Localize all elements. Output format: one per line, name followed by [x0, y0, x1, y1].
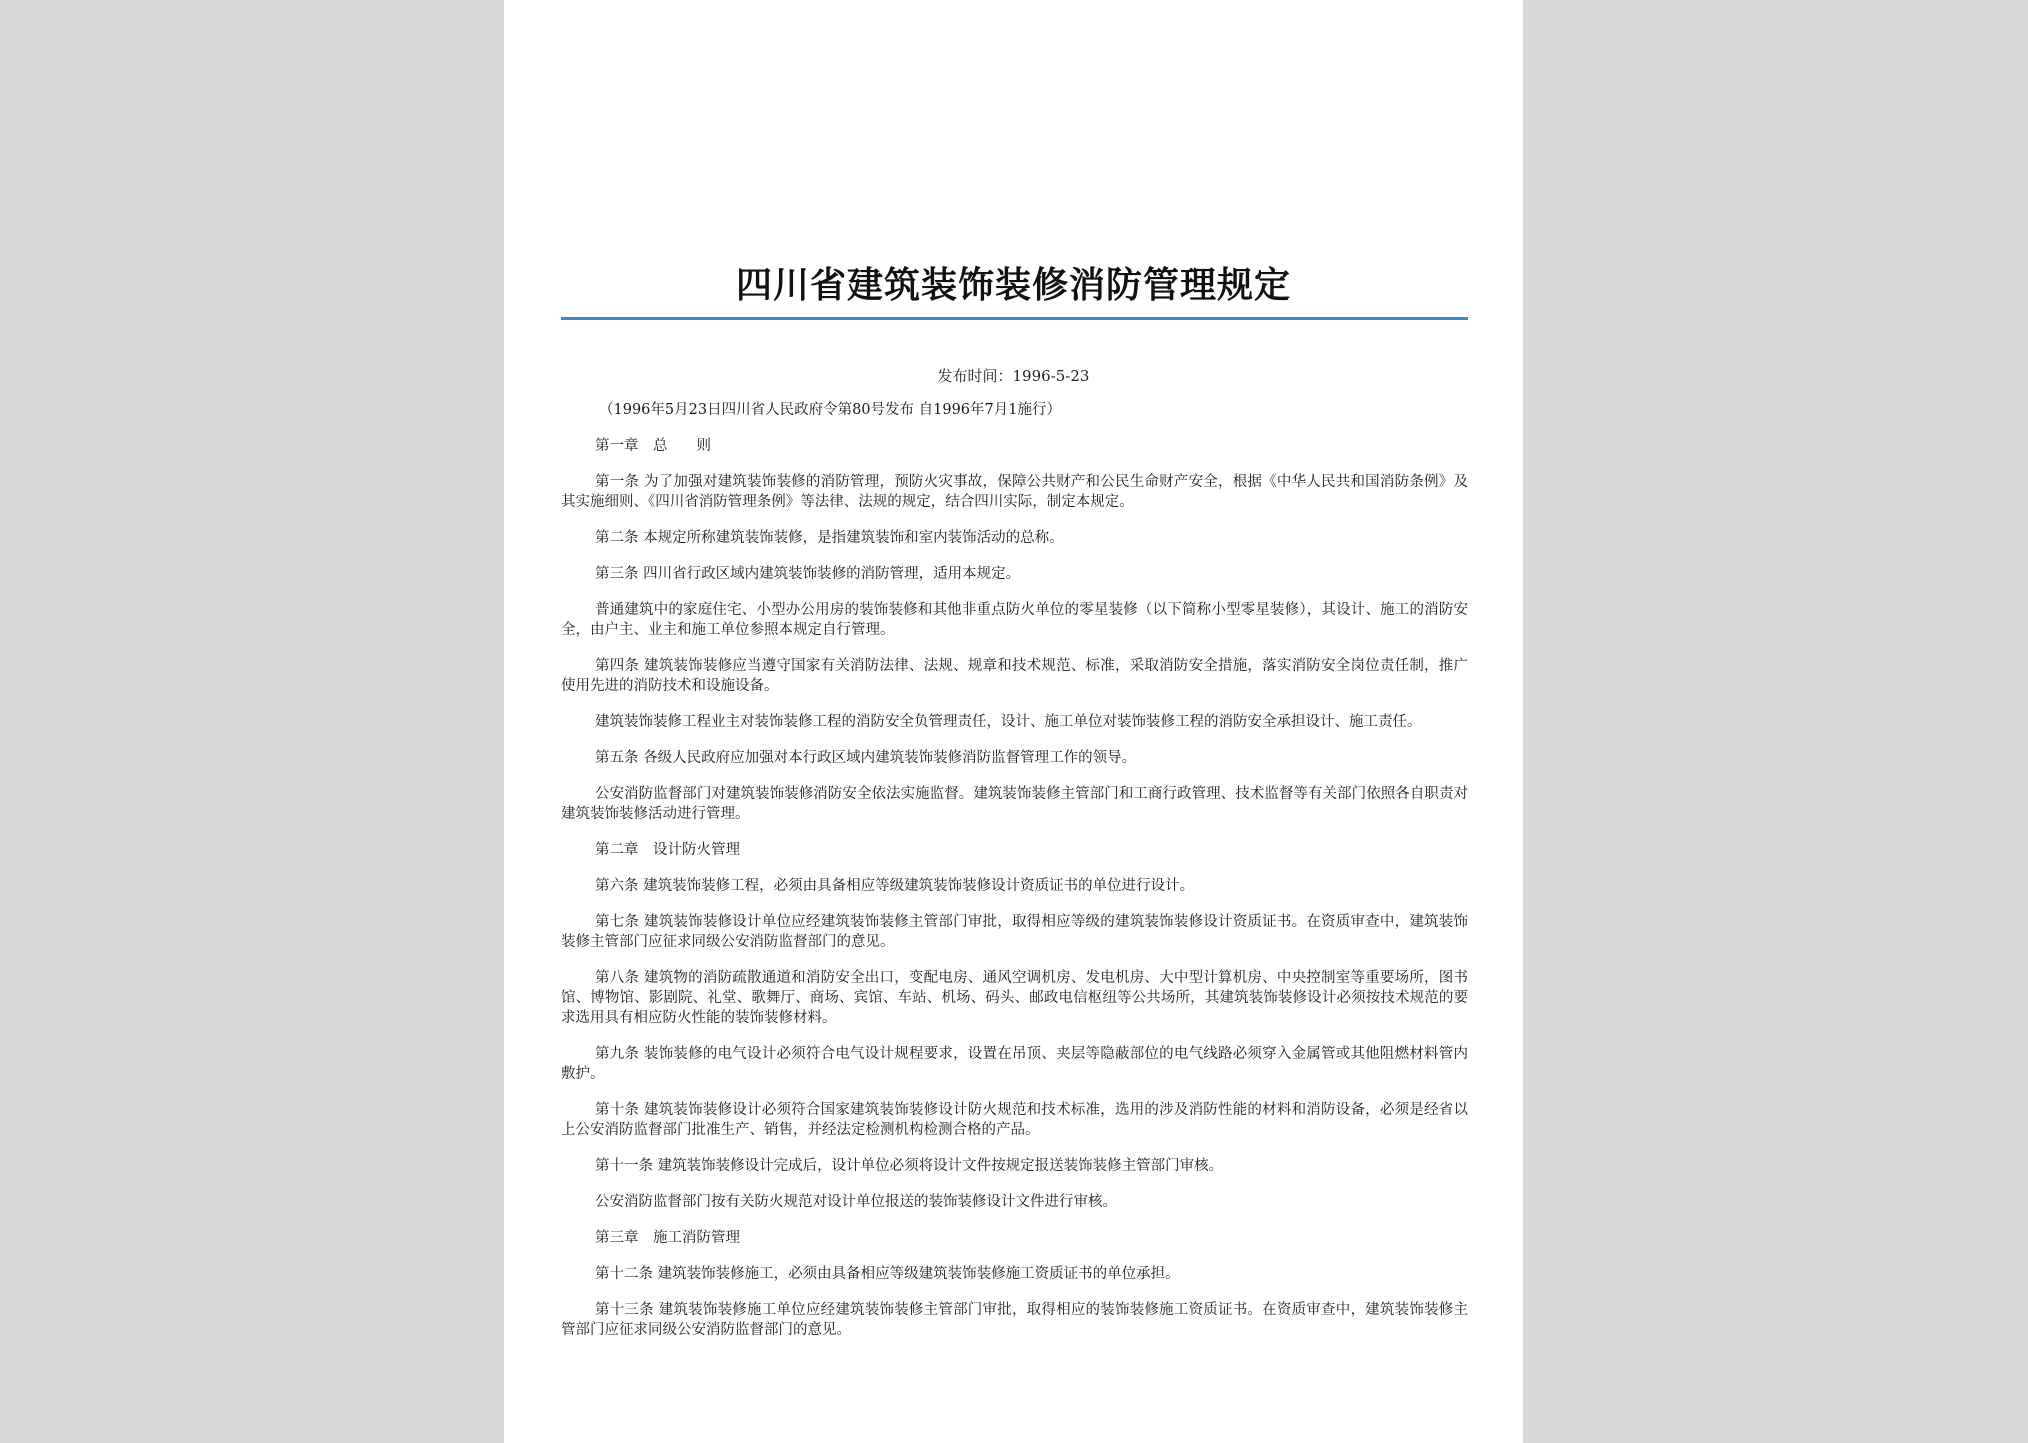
article-paragraph: 第十一条 建筑装饰装修设计完成后，设计单位必须将设计文件按规定报送装饰装修主管部门审核。: [595, 1158, 1224, 1174]
article-paragraph: 第四条 建筑装饰装修应当遵守国家有关消防法律、法规、规章和技术规范、标准，采取消防安全措施，落实消防安全岗位责任制，推广使用先进的消防技术和设施设备。: [561, 658, 1468, 694]
document-title: 四川省建筑装饰装修消防管理规定: [735, 265, 1291, 306]
article-paragraph: 第十条 建筑装饰装修设计必须符合国家建筑装饰装修设计防火规范和技术标准，选用的涉及消防性能的材料和消防设备，必须是经省以上公安消防监督部门批准生产、销售，并经法定检测机构检测合格的产品。: [561, 1102, 1468, 1138]
article-paragraph: 普通建筑中的家庭住宅、小型办公用房的装饰装修和其他非重点防火单位的零星装修（以下简称小型零星装修），其设计、施工的消防安全，由户主、业主和施工单位参照本规定自行管理。: [561, 602, 1468, 638]
article-paragraph: 公安消防监督部门对建筑装饰装修消防安全依法实施监督。建筑装饰装修主管部门和工商行政管理、技术监督等有关部门依照各自职责对建筑装饰装修活动进行管理。: [561, 786, 1468, 822]
article-paragraph: 第八条 建筑物的消防疏散通道和消防安全出口，变配电房、通风空调机房、发电机房、大中型计算机房、中央控制室等重要场所，图书馆、博物馆、影剧院、礼堂、歌舞厅、商场、宾馆、车站、机场、码头、邮政电信枢纽等公共场所，其建筑装饰装修设计必须按技术规范的要求选用具有相应防火性能的装饰装修材料。: [561, 970, 1468, 1026]
article-paragraph: 第三条 四川省行政区域内建筑装饰装修的消防管理，适用本规定。: [595, 566, 1021, 582]
issuance-note: （1996年5月23日四川省人民政府令第80号发布 自1996年7月1施行）: [599, 402, 1061, 418]
article-paragraph: 第六条 建筑装饰装修工程，必须由具备相应等级建筑装饰装修设计资质证书的单位进行设计。: [595, 878, 1195, 894]
publish-date: 发布时间：1996-5-23: [937, 367, 1090, 385]
document-page: [504, 0, 1523, 1443]
article-paragraph: 第二条 本规定所称建筑装饰装修，是指建筑装饰和室内装饰活动的总称。: [595, 530, 1064, 546]
title-divider: [561, 317, 1468, 320]
article-paragraph: 建筑装饰装修工程业主对装饰装修工程的消防安全负管理责任，设计、施工单位对装饰装修工程的消防安全承担设计、施工责任。: [595, 714, 1422, 730]
article-paragraph: 第一条 为了加强对建筑装饰装修的消防管理，预防火灾事故，保障公共财产和公民生命财产安全，根据《中华人民共和国消防条例》及其实施细则、《四川省消防管理条例》等法律、法规的规定，结合四川实际，制定本规定。: [561, 474, 1468, 510]
document-body: [561, 400, 1468, 1356]
article-paragraph: 第七条 建筑装饰装修设计单位应经建筑装饰装修主管部门审批，取得相应等级的建筑装饰装修设计资质证书。在资质审查中，建筑装饰装修主管部门应征求同级公安消防监督部门的意见。: [561, 914, 1468, 950]
article-paragraph: 公安消防监督部门按有关防火规范对设计单位报送的装饰装修设计文件进行审核。: [595, 1194, 1117, 1210]
chapter-heading: 第三章 施工消防管理: [595, 1230, 740, 1246]
article-paragraph: 第九条 装饰装修的电气设计必须符合电气设计规程要求，设置在吊顶、夹层等隐蔽部位的电气线路必须穿入金属管或其他阻燃材料管内敷护。: [561, 1046, 1468, 1082]
article-paragraph: 第十三条 建筑装饰装修施工单位应经建筑装饰装修主管部门审批，取得相应的装饰装修施工资质证书。在资质审查中，建筑装饰装修主管部门应征求同级公安消防监督部门的意见。: [561, 1302, 1468, 1338]
article-paragraph: 第五条 各级人民政府应加强对本行政区域内建筑装饰装修消防监督管理工作的领导。: [595, 750, 1137, 766]
chapter-heading: 第一章 总 则: [595, 438, 711, 454]
article-paragraph: 第十二条 建筑装饰装修施工，必须由具备相应等级建筑装饰装修施工资质证书的单位承担。: [595, 1266, 1180, 1282]
chapter-heading: 第二章 设计防火管理: [595, 842, 740, 858]
